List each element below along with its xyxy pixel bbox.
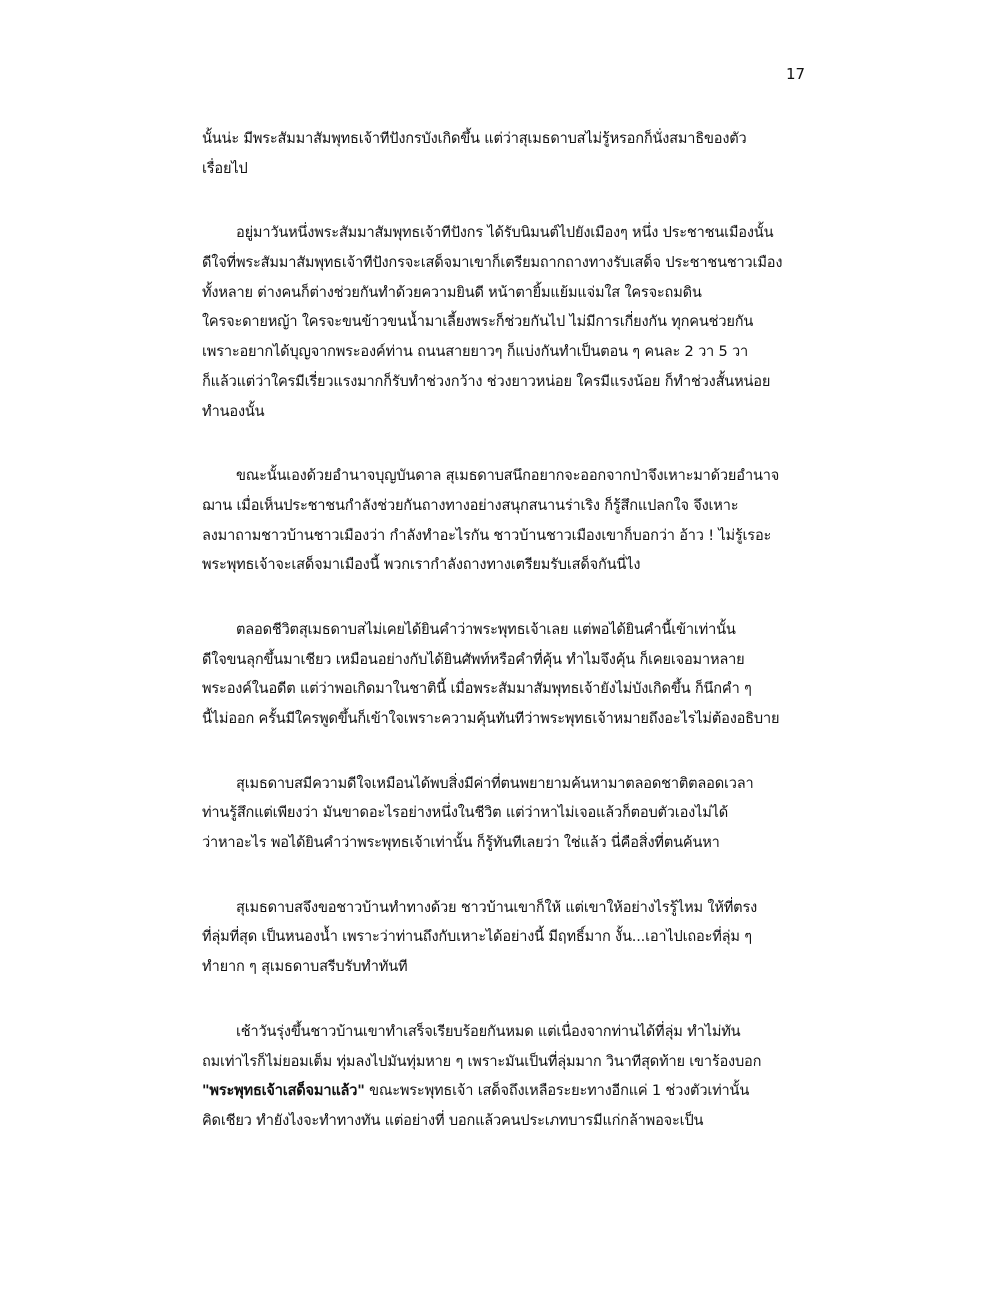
text-line: สุเมธดาบสมีความดีใจเหมือนได้พบสิ่งมีค่าที่ตนพยายามค้นหามาตลอดชาติตลอดเวลา [236, 774, 754, 792]
text-line: เรื่อยไป [202, 159, 248, 177]
text-line: ดีใจที่พระสัมมาสัมพุทธเจ้าทีปังกรจะเสด็จมาเขาก็เตรียมถากถางทางรับเสด็จ ประชาชนชาวเมือง [202, 254, 783, 272]
text-line: สุเมธดาบสจึงขอชาวบ้านทำทางด้วย ชาวบ้านเขาก็ให้ แต่เขาให้อย่างไรรู้ไหม ให้ที่ตรง [236, 898, 758, 916]
text-line: พระพุทธเจ้าจะเสด็จมาเมืองนี้ พวกเรากำลังถางทางเตรียมรับเสด็จกันนี่ไง [202, 556, 641, 574]
page-number: 17 [786, 65, 806, 83]
text-line: เช้าวันรุ่งขึ้นชาวบ้านเขาทำเสร็จเรียบร้อยกันหมด แต่เนื่องจากท่านได้ที่ลุ่ม ทำไม่ทัน [236, 1022, 741, 1040]
paragraph-6 [202, 893, 822, 982]
text-line: ขณะนั้นเองด้วยอำนาจบุญบันดาล สุเมธดาบสนึกอยากจะออกจากป่าจึงเหาะมาด้วยอำนาจ [236, 467, 780, 485]
text-line: ว่าหาอะไร พอได้ยินคำว่าพระพุทธเจ้าเท่านั้น ก็รู้ทันทีเลยว่า ใช่แล้ว นี่คือสิ่งที่ตนค้นหา [202, 834, 720, 852]
text-line: ท่านรู้สึกแต่เพียงว่า มันขาดอะไรอย่างหนึ่งในชีวิต แต่ว่าหาไม่เจอแล้วก็ตอบตัวเองไม่ได้ [202, 804, 729, 822]
text-line: ทำยาก ๆ สุเมธดาบสรีบรับทำทันที [202, 958, 408, 976]
text-line: นั้นน่ะ มีพระสัมมาสัมพุทธเจ้าทีปังกรบังเกิดขึ้น แต่ว่าสุเมธดาบสไม่รู้หรอกก็นั่งสมาธิของตัว [202, 130, 747, 147]
text-line: ที่ลุ่มที่สุด เป็นหนองน้ำ เพราะว่าท่านถึงกับเหาะได้อย่างนี้ มีฤทธิ์มาก งั้น...เอาไปเถอะที่ลุ่ม ๆ [202, 928, 752, 946]
text-line: อยู่มาวันหนึ่งพระสัมมาสัมพุทธเจ้าทีปังกร ได้รับนิมนต์ไปยังเมืองๆ หนึ่ง ประชาชนเมืองนั้น [236, 224, 774, 242]
paragraph-5 [202, 769, 822, 858]
document-body [202, 124, 822, 1136]
text-line: ทั้งหลาย ต่างคนก็ต่างช่วยกันทำด้วยความยินดี หน้าตายิ้มแย้มแจ่มใส ใครจะถมดิน [202, 283, 702, 301]
text-line: คิดเชียว ทำยังไงจะทำทางทัน แต่อย่างที่ บอกแล้วคนประเภทบารมีแก่กล้าพอจะเป็น [202, 1111, 704, 1129]
text-line: ก็แล้วแต่ว่าใครมีเรี่ยวแรงมากก็รับทำช่วงกว้าง ช่วงยาวหน่อย ใครมีแรงน้อย ก็ทำช่วงสั้นหน่อย [202, 372, 771, 390]
bold-quote: "พระพุทธเจ้าเสด็จมาแล้ว" [202, 1082, 365, 1100]
text-line: ทำนองนั้น [202, 402, 265, 420]
paragraph-1 [202, 124, 822, 183]
text-line-with-quote [202, 1076, 822, 1106]
paragraph-2 [202, 218, 822, 426]
text-segment: ขณะพระพุทธเจ้า เสด็จถึงเหลือระยะทางอีกแค่ 1 ช่วงตัวเท่านั้น [369, 1082, 750, 1100]
text-line: พระองค์ในอดีต แต่ว่าพอเกิดมาในชาตินี้ เมื่อพระสัมมาสัมพุทธเจ้ายังไม่บังเกิดขึ้น ก็นึกคำ ๆ [202, 680, 752, 698]
text-line: เพราะอยากได้บุญจากพระองค์ท่าน ถนนสายยาวๆ ก็แบ่งกันทำเป็นตอน ๆ คนละ 2 วา 5 วา [202, 343, 749, 361]
paragraph-3 [202, 461, 822, 580]
text-line: ใครจะดายหญ้า ใครจะขนข้าวขนน้ำมาเลี้ยงพระก็ช่วยกันไป ไม่มีการเกี่ยงกัน ทุกคนช่วยกัน [202, 313, 754, 331]
text-line: ฌาน เมื่อเห็นประชาชนกำลังช่วยกันถางทางอย่างสนุกสนานร่าเริง ก็รู้สึกแปลกใจ จึงเหาะ [202, 496, 739, 514]
text-line: ถมเท่าไรก็ไม่ยอมเต็ม ทุ่มลงไปมันทุ่มหาย ๆ เพราะมันเป็นที่ลุ่มมาก วินาทีสุดท้าย เขาร้องบอก [202, 1052, 762, 1070]
text-line: ลงมาถามชาวบ้านชาวเมืองว่า กำลังทำอะไรกัน ชาวบ้านชาวเมืองเขาก็บอกว่า อ้าว ! ไม่รู้เรอะ [202, 526, 772, 544]
paragraph-7 [202, 1017, 822, 1136]
text-line: ตลอดชีวิตสุเมธดาบสไม่เคยได้ยินคำว่าพระพุทธเจ้าเลย แต่พอได้ยินคำนี้เข้าเท่านั้น [236, 620, 736, 638]
text-line: ดีใจขนลุกขึ้นมาเชียว เหมือนอย่างกับได้ยินศัพท์หรือคำที่คุ้น ทำไมจึงคุ้น ก็เคยเจอมาหลาย [202, 650, 745, 668]
text-line: นี้ไม่ออก ครั้นมีใครพูดขึ้นก็เข้าใจเพราะความคุ้นทันทีว่าพระพุทธเจ้าหมายถึงอะไรไม่ต้องอธิบาย [202, 710, 780, 727]
paragraph-4 [202, 615, 822, 734]
